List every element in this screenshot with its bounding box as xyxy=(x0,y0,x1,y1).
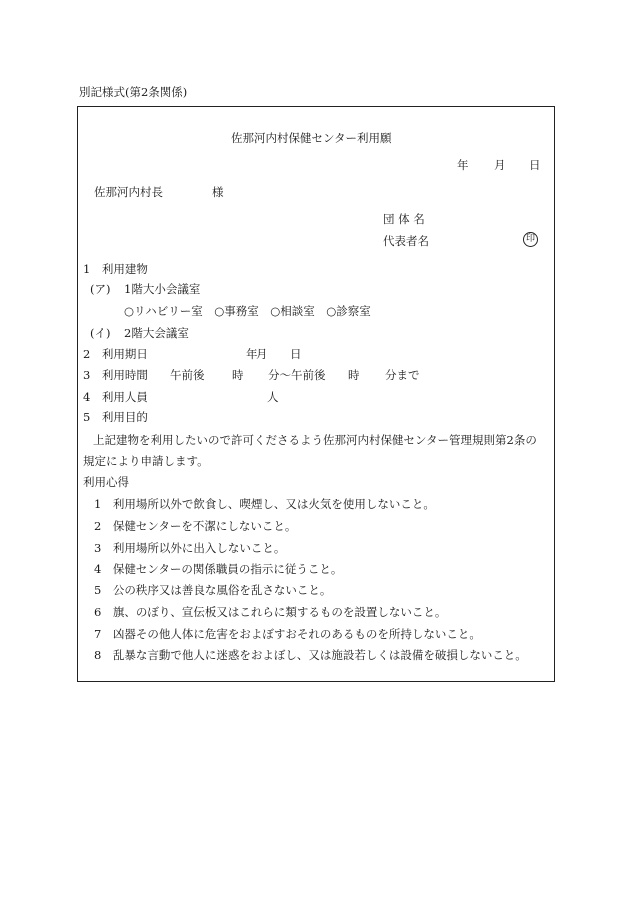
section1-a-label: (ア) xyxy=(90,282,111,296)
date-day-label: 日 xyxy=(529,158,541,172)
rule-item: 5 公の秩序又は善良な風俗を乱さないこと。 xyxy=(94,583,332,597)
section3-hour-2: 時 xyxy=(348,368,360,382)
section1-b-label: (イ) xyxy=(90,326,111,340)
section3-minute-2: 分まで xyxy=(385,368,420,382)
rule-item: 2 保健センターを不潔にしないこと。 xyxy=(94,519,297,533)
date-year-label: 年 xyxy=(457,158,469,172)
section2-month: 月 xyxy=(256,347,268,361)
section3-hour-1: 時 xyxy=(232,368,244,382)
addressee-honorific: 様 xyxy=(212,185,224,199)
section1-title: 1 利用建物 xyxy=(83,262,148,276)
rule-item: 3 利用場所以外に出入しないこと。 xyxy=(94,541,286,555)
rule-item: 6 旗、のぼり、宣伝板又はこれらに類するものを設置しないこと。 xyxy=(94,605,447,619)
addressee-name: 佐那河内村長 xyxy=(94,185,163,199)
seal-mark: 印 xyxy=(523,232,538,247)
section1-a-text: 1階大小会議室 xyxy=(124,282,201,296)
rule-item: 4 保健センターの関係職員の指示に従うこと。 xyxy=(94,562,343,576)
section1-b-text: 2階大会議室 xyxy=(124,326,189,340)
rule-item: 7 凶器その他人体に危害をおよぼすおそれのあるものを所持しないこと。 xyxy=(94,627,481,641)
rules-title: 利用心得 xyxy=(83,475,129,489)
request-text-line1: 上記建物を利用したいので許可くださるよう佐那河内村保健センター管理規則第2条の xyxy=(93,433,537,447)
form-title: 佐那河内村保健センター利用願 xyxy=(231,131,392,145)
section3-minute-1: 分〜午前後 xyxy=(268,368,326,382)
section3-ampm-1: 午前後 xyxy=(170,368,205,382)
section2-year: 年 xyxy=(246,347,258,361)
representative-label: 代表者名 xyxy=(383,234,429,248)
form-number-label: 別記様式(第2条関係) xyxy=(79,85,188,99)
request-text-line2: 規定により申請します。 xyxy=(83,454,209,468)
rule-item: 1 利用場所以外で飲食し、喫煙し、又は火気を使用しないこと。 xyxy=(94,497,435,511)
section4-unit: 人 xyxy=(267,390,279,404)
section5-label: 5 利用目的 xyxy=(83,410,148,424)
section2-day: 日 xyxy=(290,347,302,361)
date-month-label: 月 xyxy=(494,158,506,172)
section2-label: 2 利用期日 xyxy=(83,347,148,361)
room-options: ○リハビリー室 ○事務室 ○相談室 ○診察室 xyxy=(124,304,371,318)
section4-label: 4 利用人員 xyxy=(83,390,148,404)
section3-label: 3 利用時間 xyxy=(83,368,148,382)
rule-item: 8 乱暴な言動で他人に迷惑をおよぼし、又は施設若しくは設備を破損しないこと。 xyxy=(94,648,527,662)
group-name-label: 団 体 名 xyxy=(383,212,425,226)
